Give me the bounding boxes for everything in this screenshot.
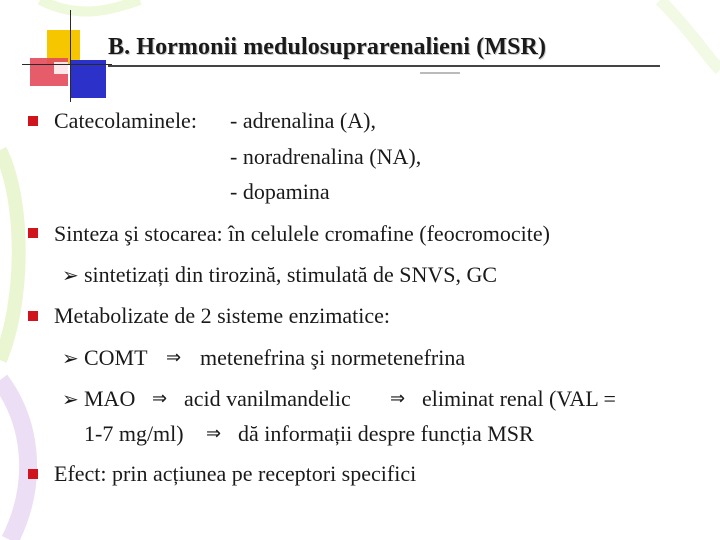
logo-horizontal-line [22, 64, 112, 65]
mao-result: acid vanilmandelic [184, 386, 351, 411]
logo-vertical-line [70, 10, 71, 102]
logo-blue-square [70, 60, 106, 98]
title-underline [108, 65, 660, 67]
catecolamine-adrenalina: - adrenalina (A), [230, 108, 376, 133]
sinteza-sub-text: sintetizați din tirozină, stimulată de SNVS, GC [84, 262, 498, 287]
bullet-square [28, 228, 38, 238]
sinteza-text: Sinteza şi stocarea: în celulele cromafine (feocromocite) [54, 221, 550, 246]
bullet-square [28, 469, 38, 479]
title-underline-accent [420, 72, 460, 74]
mao-range: 1-7 mg/ml) [84, 421, 184, 446]
implies-icon: ⇒ [206, 423, 222, 444]
arrow-bullet-icon: ➢ [62, 387, 79, 411]
slide-title: B. Hormonii medulosuprarenalieni (MSR) [108, 34, 547, 60]
mao-label: MAO [84, 386, 136, 411]
implies-icon: ⇒ [390, 388, 406, 409]
comt-result: metenefrina şi normetenefrina [200, 345, 466, 370]
mao-info: dă informații despre funcția MSR [238, 421, 534, 446]
efect-text: Efect: prin acțiunea pe receptori specifici [54, 461, 417, 486]
comt-label: COMT [84, 345, 148, 370]
catecolamine-label: Catecolaminele: [54, 108, 197, 133]
metabolizate-text: Metabolizate de 2 sisteme enzimatice: [54, 303, 390, 328]
catecolamine-dopamina: - dopamina [230, 179, 330, 204]
catecolamine-noradrenalina: - noradrenalina (NA), [230, 144, 422, 169]
logo-squares [0, 0, 120, 110]
arrow-bullet-icon: ➢ [62, 346, 79, 370]
implies-icon: ⇒ [166, 347, 182, 368]
implies-icon: ⇒ [152, 388, 168, 409]
arrow-bullet-icon: ➢ [62, 263, 79, 287]
mao-elimination: eliminat renal (VAL = [422, 386, 616, 411]
bullet-square [28, 311, 38, 321]
bullet-square [28, 116, 38, 126]
